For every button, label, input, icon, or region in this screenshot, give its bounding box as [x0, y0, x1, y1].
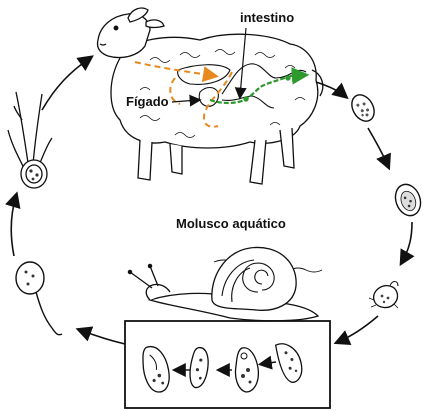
miracidium-stage	[369, 282, 398, 309]
snail-illustration	[128, 247, 322, 320]
arrow-grass-to-sheep	[42, 58, 90, 110]
intestine-label: intestino	[240, 10, 295, 25]
arrow-sheep-to-egg	[316, 82, 345, 96]
arrow-embryo-to-miracidium	[402, 222, 412, 262]
liver-label: Fígado	[126, 94, 169, 109]
arrow-box-to-cercaria	[80, 330, 125, 344]
cercaria-stage	[16, 262, 62, 335]
arrow-cercaria-to-grass	[11, 196, 16, 256]
egg-stage	[347, 91, 378, 125]
snail-label: Molusco aquático	[176, 216, 286, 231]
arrow-egg-to-embryo	[368, 128, 388, 166]
arrow-miracidium-to-snail	[338, 316, 378, 342]
embryonated-egg-stage	[391, 181, 424, 219]
metacercaria-on-grass	[8, 92, 52, 188]
